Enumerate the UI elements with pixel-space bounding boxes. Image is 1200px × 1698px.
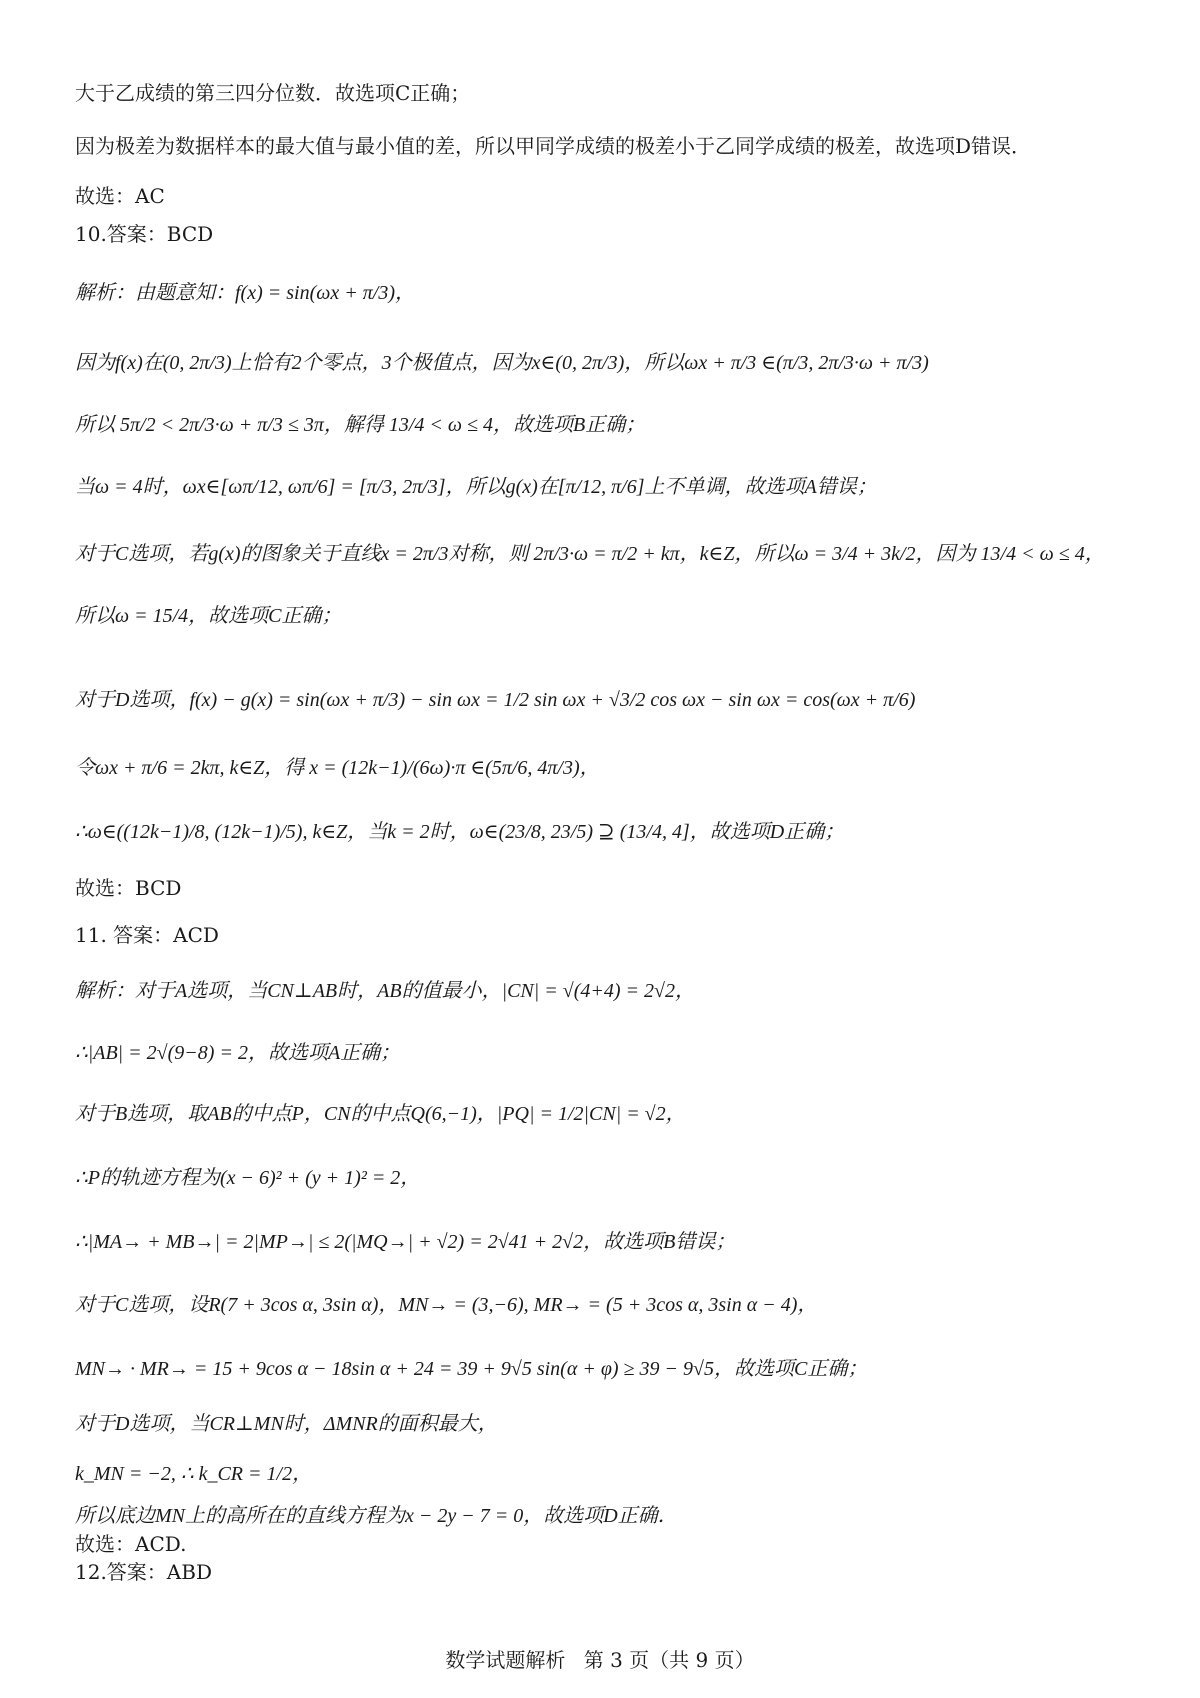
line-26: 故选：ACD. <box>75 1532 187 1556</box>
line-4: 10.答案：BCD <box>75 222 214 246</box>
line-15: 11. 答案：ACD <box>75 923 219 947</box>
line-3: 故选：AC <box>75 184 165 208</box>
line-2: 因为极差为数据样本的最大值与最小值的差，所以甲同学成绩的极差小于乙同学成绩的极差，故选项D错误． <box>75 134 1032 158</box>
line-19: ∴P的轨迹方程为(x − 6)² + (y + 1)² = 2， <box>75 1167 421 1189</box>
line-7: 所以 5π/2 < 2π/3·ω + π/3 ≤ 3π，解得 13/4 < ω ≤ 4，故选项B正确； <box>75 414 646 436</box>
line-24: k_MN = −2, ∴ k_CR = 1/2， <box>75 1463 313 1485</box>
line-5: 解析：由题意知：f(x) = sin(ωx + π/3)， <box>75 282 415 304</box>
line-17: ∴|AB| = 2√(9−8) = 2，故选项A正确； <box>75 1042 401 1064</box>
footer-page-number: 第 3 页（共 9 页） <box>583 1648 755 1672</box>
line-12: 令ωx + π/6 = 2kπ, k∈Z，得 x = (12k−1)/(6ω)·π ∈(5π/6, 4π/3)， <box>75 757 600 779</box>
line-10: 所以ω = 15/4，故选项C正确； <box>75 605 342 627</box>
line-18: 对于B选项，取AB的中点P，CN的中点Q(6,−1)，|PQ| = 1/2|CN| = √2， <box>75 1103 686 1125</box>
line-23: 对于D选项，当CR⊥MN时，ΔMNR的面积最大， <box>75 1413 498 1435</box>
line-21: 对于C选项，设R(7 + 3cos α, 3sin α)，MN→ = (3,−6), MR→ = (5 + 3cos α, 3sin α − 4)， <box>75 1294 818 1316</box>
line-6: 因为f(x)在(0, 2π/3)上恰有2个零点，3个极值点，因为x∈(0, 2π/3)，所以ωx + π/3 ∈(π/3, 2π/3·ω + π/3) <box>75 352 929 374</box>
line-16: 解析：对于A选项，当CN⊥AB时，AB的值最小，|CN| = √(4+4) = 2√2， <box>75 980 696 1002</box>
line-8: 当ω = 4时，ωx∈[ωπ/12, ωπ/6] = [π/3, 2π/3]，所以g(x)在[π/12, π/6]上不单调，故选项A错误； <box>75 476 877 498</box>
line-13: ∴ω∈((12k−1)/8, (12k−1)/5), k∈Z，当k = 2时，ω∈(23/8, 23/5) ⊇ (13/4, 4]，故选项D正确； <box>75 821 845 843</box>
line-20: ∴|MA→ + MB→| = 2|MP→| ≤ 2(|MQ→| + √2) = 2√41 + 2√2，故选项B错误； <box>75 1231 736 1253</box>
line-1: 大于乙成绩的第三四分位数．故选项C正确； <box>75 81 471 105</box>
page-footer <box>0 1644 1200 1673</box>
line-9: 对于C选项，若g(x)的图象关于直线x = 2π/3对称，则 2π/3·ω = π/2 + kπ，k∈Z，所以ω = 3/4 + 3k/2，因为 13/4 < ω ≤ 4， <box>75 543 1105 565</box>
line-11: 对于D选项，f(x) − g(x) = sin(ωx + π/3) − sin ωx = 1/2 sin ωx + √3/2 cos ωx − sin ωx = cos(ωx + π/6) <box>75 689 916 711</box>
line-14: 故选：BCD <box>75 876 182 900</box>
line-22: MN→ · MR→ = 15 + 9cos α − 18sin α + 24 = 39 + 9√5 sin(α + φ) ≥ 39 − 9√5，故选项C正确； <box>75 1358 868 1380</box>
line-27: 12.答案：ABD <box>75 1560 212 1584</box>
line-25: 所以底边MN上的高所在的直线方程为x − 2y − 7 = 0，故选项D正确． <box>75 1505 678 1527</box>
footer-title: 数学试题解析 <box>445 1648 566 1672</box>
